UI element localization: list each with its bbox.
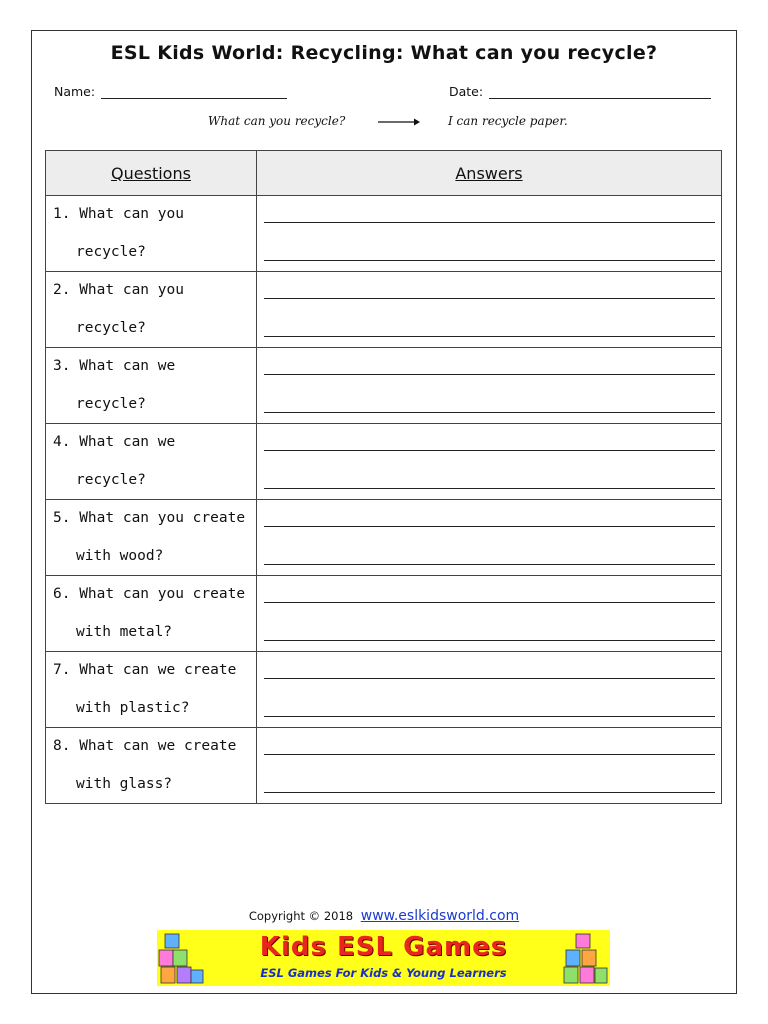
date-blank-line[interactable] <box>489 86 711 99</box>
question-cell: 5. What can you create with wood? <box>46 500 257 576</box>
answer-line[interactable] <box>264 754 715 755</box>
banner-subtitle: ESL Games For Kids & Young Learners <box>260 966 507 980</box>
answer-line[interactable] <box>264 602 715 603</box>
answer-line[interactable] <box>264 298 715 299</box>
answer-line[interactable] <box>264 412 715 413</box>
answer-line[interactable] <box>264 374 715 375</box>
table-row <box>46 652 722 728</box>
answer-line[interactable] <box>264 526 715 527</box>
answer-cell[interactable] <box>257 652 722 728</box>
table-row <box>46 576 722 652</box>
questions-header: Questions <box>46 151 257 196</box>
question-cell: 8. What can we create with glass? <box>46 728 257 804</box>
answer-line[interactable] <box>264 716 715 717</box>
answer-cell[interactable] <box>257 500 722 576</box>
question-cell: 6. What can you create with metal? <box>46 576 257 652</box>
answer-cell[interactable] <box>257 272 722 348</box>
questions-table <box>45 150 722 804</box>
date-field[interactable] <box>449 84 711 99</box>
name-field[interactable] <box>54 84 287 99</box>
copyright-text: Copyright © 2018 <box>248 909 354 923</box>
answer-line[interactable] <box>264 450 715 451</box>
name-blank-line[interactable] <box>101 86 287 99</box>
answer-line[interactable] <box>264 640 715 641</box>
answer-cell[interactable] <box>257 196 722 272</box>
page-title: ESL Kids World: Recycling: What can you recycle? <box>110 42 658 64</box>
question-cell: 7. What can we create with plastic? <box>46 652 257 728</box>
question-cell: 2. What can you recycle? <box>46 272 257 348</box>
question-cell: 1. What can you recycle? <box>46 196 257 272</box>
answer-cell[interactable] <box>257 576 722 652</box>
website-link[interactable]: www.eslkidsworld.com <box>360 908 520 924</box>
answer-line[interactable] <box>264 336 715 337</box>
kids-esl-games-banner[interactable] <box>157 930 610 986</box>
answers-header: Answers <box>257 151 722 196</box>
answer-line[interactable] <box>264 222 715 223</box>
table-row <box>46 272 722 348</box>
answer-line[interactable] <box>264 564 715 565</box>
date-label: Date: <box>449 84 484 99</box>
copyright-line <box>0 908 768 924</box>
name-label: Name: <box>54 84 96 99</box>
table-row <box>46 424 722 500</box>
table-row <box>46 196 722 272</box>
answer-line[interactable] <box>264 792 715 793</box>
example-question: What can you recycle? <box>208 114 346 128</box>
table-row <box>46 500 722 576</box>
question-cell: 4. What can we recycle? <box>46 424 257 500</box>
answer-line[interactable] <box>264 678 715 679</box>
answer-cell[interactable] <box>257 348 722 424</box>
banner-title: Kids ESL Games <box>259 932 508 962</box>
table-row <box>46 728 722 804</box>
table-row <box>46 348 722 424</box>
answer-line[interactable] <box>264 260 715 261</box>
example-answer: I can recycle paper. <box>448 114 568 128</box>
answer-line[interactable] <box>264 488 715 489</box>
answer-cell[interactable] <box>257 424 722 500</box>
question-cell: 3. What can we recycle? <box>46 348 257 424</box>
toy-blocks-icon <box>560 930 610 986</box>
arrow-right-icon <box>378 116 420 128</box>
answer-cell[interactable] <box>257 728 722 804</box>
